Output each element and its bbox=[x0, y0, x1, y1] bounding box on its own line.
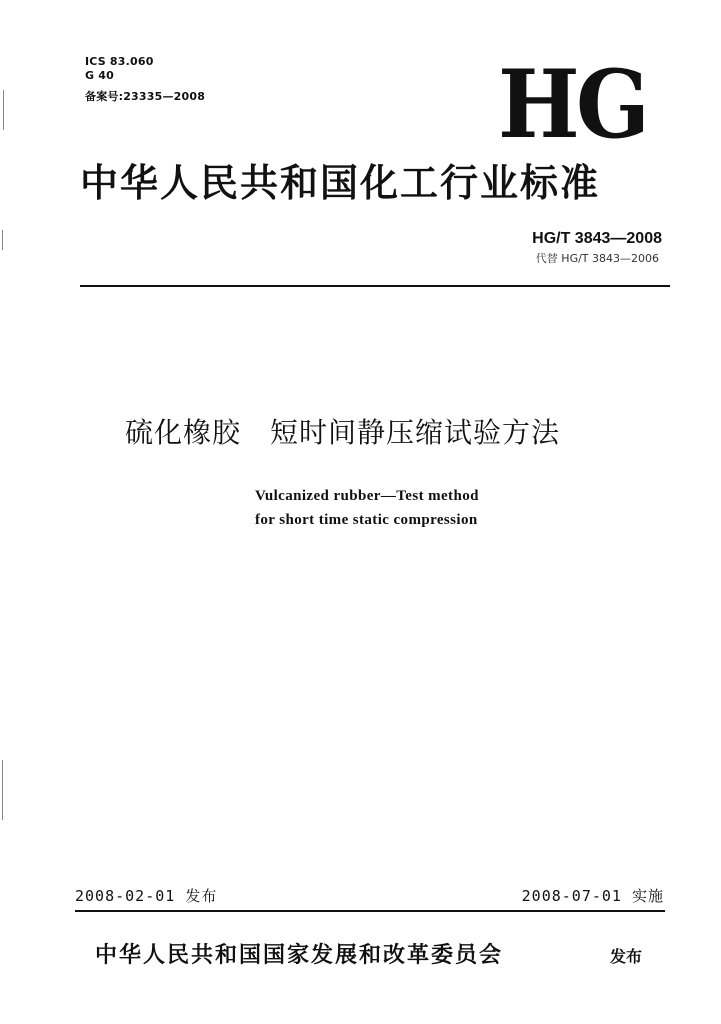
footer-divider bbox=[75, 910, 665, 912]
scan-edge-mark bbox=[2, 230, 3, 250]
issuing-suffix: 发布 bbox=[610, 947, 643, 966]
scan-edge-mark bbox=[3, 90, 4, 130]
issuing-body: 中华人民共和国国家发展和改革委员会 bbox=[95, 942, 504, 968]
title-english-line-1: Vulcanized rubber—Test method bbox=[255, 488, 479, 504]
header-divider bbox=[80, 285, 670, 287]
standard-number: HG/T 3843—2008 bbox=[532, 230, 662, 247]
ccs-code: G 40 bbox=[85, 69, 114, 82]
category-title: 中华人民共和国化工行业标准 bbox=[80, 160, 601, 205]
implementation-date: 2008-07-01 实施 bbox=[521, 887, 664, 905]
scan-edge-mark bbox=[2, 760, 3, 820]
title-chinese: 硫化橡胶 短时间静压缩试验方法 bbox=[125, 416, 561, 449]
ics-code: ICS 83.060 bbox=[85, 55, 154, 68]
title-english-line-2: for short time static compression bbox=[255, 512, 478, 528]
replaces-standard: 代替 HG/T 3843—2006 bbox=[535, 252, 659, 265]
hg-logo: HG bbox=[498, 50, 647, 160]
issue-date: 2008-02-01 发布 bbox=[75, 887, 218, 905]
filing-number: 备案号:23335—2008 bbox=[85, 90, 206, 103]
